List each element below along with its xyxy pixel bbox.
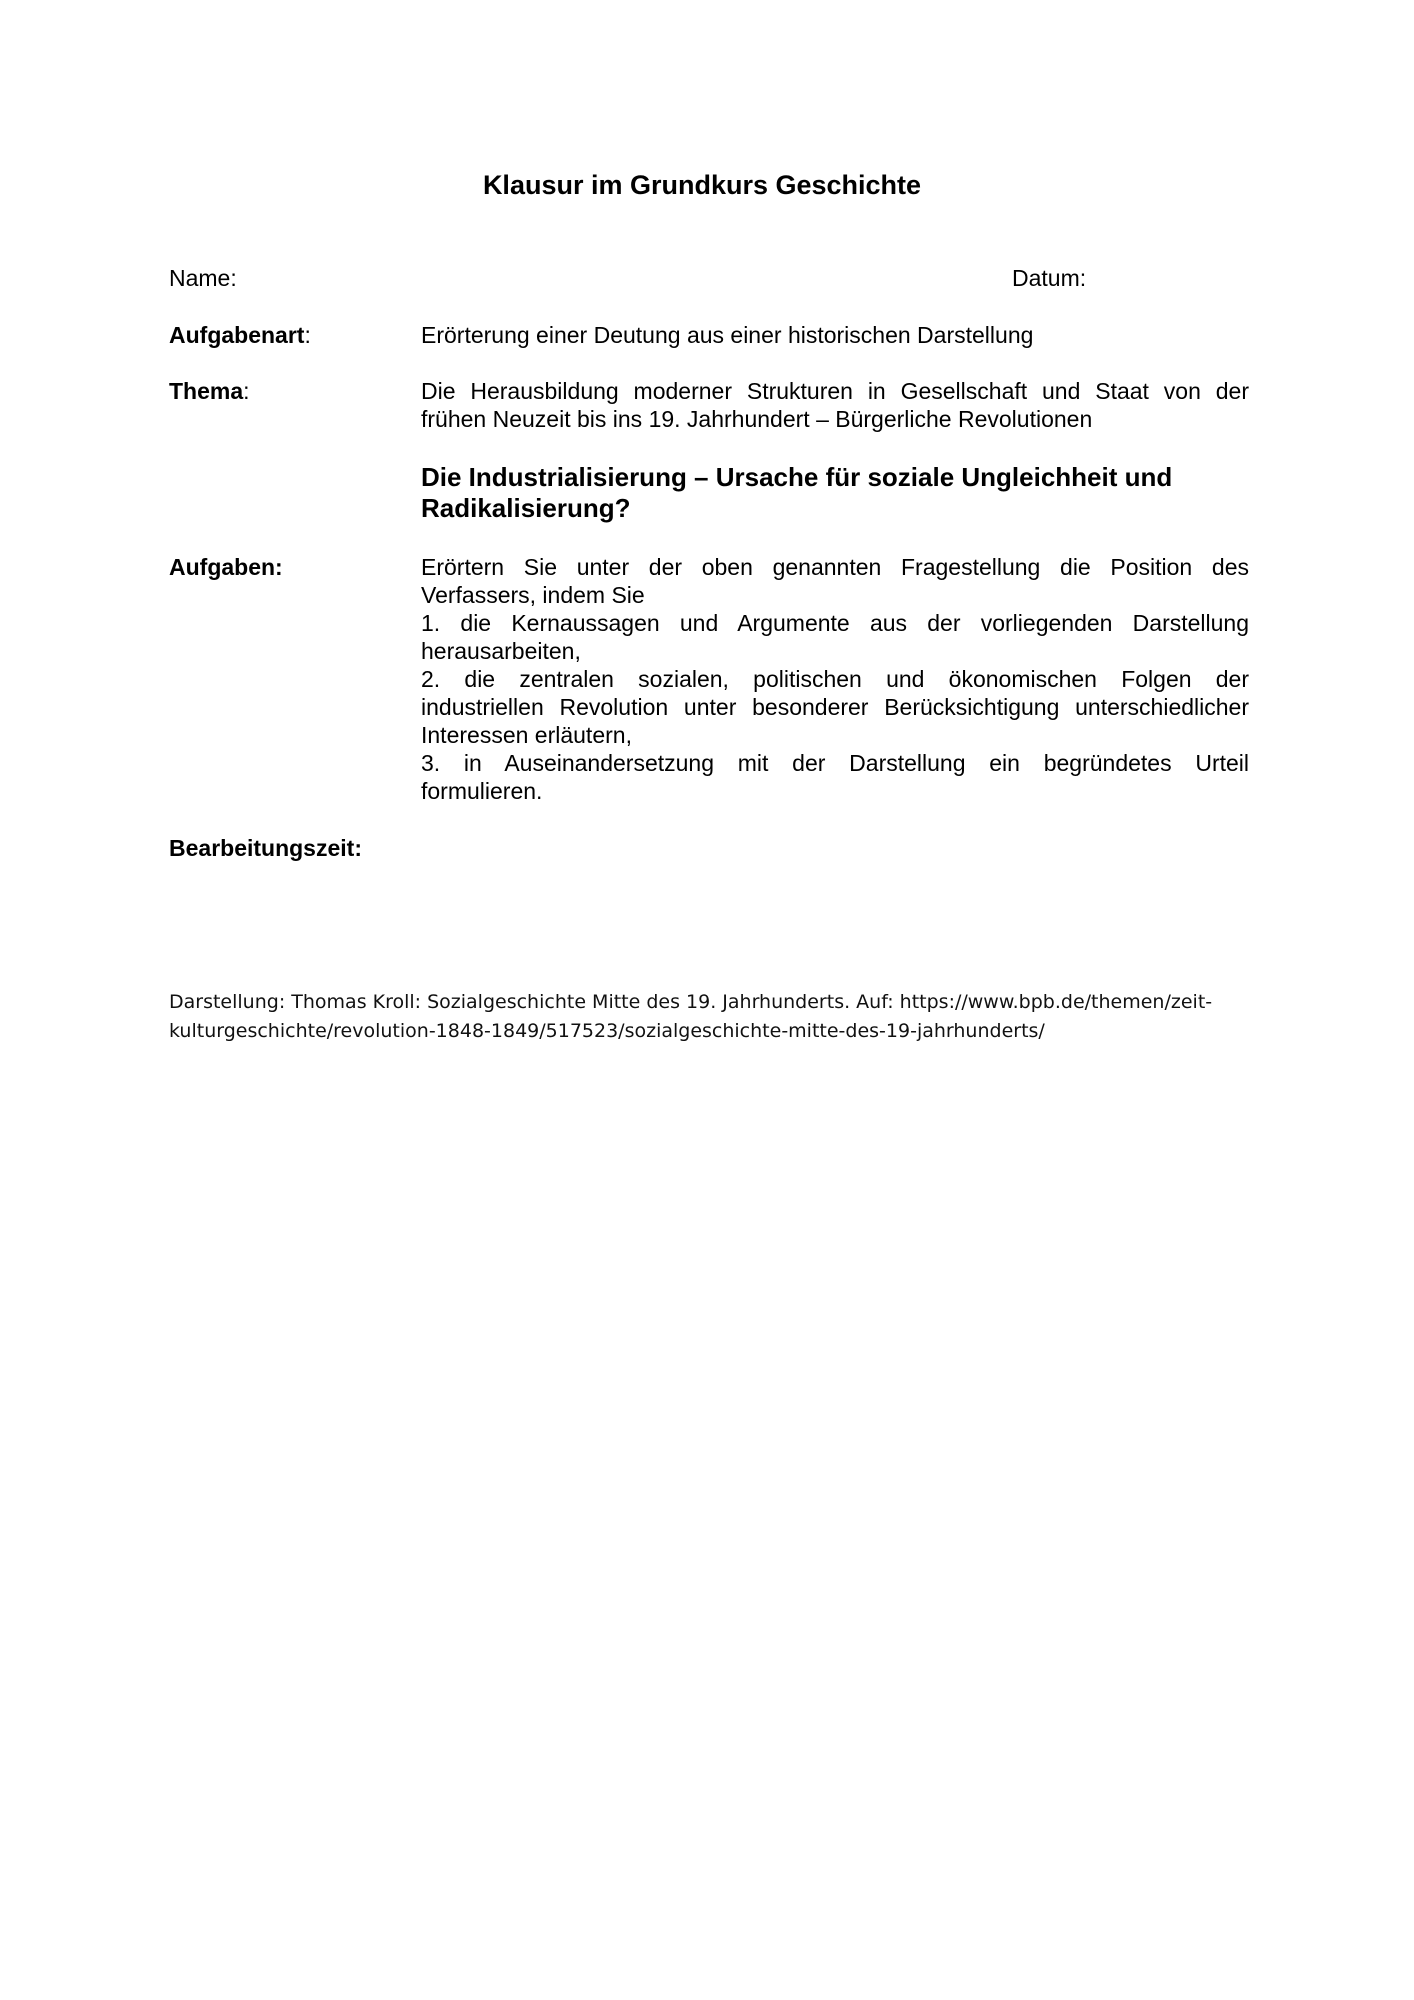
aufgaben-line: 1. die Kernaussagen und Argumente aus der vorliegenden Darstellung: [421, 610, 1249, 636]
name-label: Name:: [169, 265, 237, 291]
aufgaben-line: 3. in Auseinandersetzung mit der Darstellung ein begründetes Urteil: [421, 750, 1249, 776]
aufgaben-line: 2. die zentralen sozialen, politischen und ökonomischen Folgen der: [421, 666, 1249, 692]
aufgabenart-label: Aufgabenart: [169, 322, 305, 348]
datum-label: Datum:: [1012, 265, 1087, 291]
aufgaben-text: [421, 553, 1249, 805]
source-line: Darstellung: Thomas Kroll: Sozialgeschichte Mitte des 19. Jahrhunderts. Auf: https://www.bpb.de/themen/zeit-: [169, 991, 1213, 1013]
aufgabenart-label-row: [169, 321, 311, 349]
thema-highlight: [421, 462, 1249, 524]
thema-text: [421, 377, 1249, 433]
aufgaben-line: Erörtern Sie unter der oben genannten Fragestellung die Position des: [421, 554, 1249, 580]
aufgaben-line: industriellen Revolution unter besonderer Berücksichtigung unterschiedlicher: [421, 694, 1249, 720]
aufgaben-line: herausarbeiten,: [421, 638, 581, 664]
thema-label-row: [169, 377, 250, 405]
aufgabenart-value: Erörterung einer Deutung aus einer historischen Darstellung: [421, 322, 1034, 348]
aufgaben-line: Interessen erläutern,: [421, 722, 632, 748]
thema-highlight-line: Die Industrialisierung – Ursache für soziale Ungleichheit und: [421, 462, 1173, 492]
bearbeitungszeit-label: Bearbeitungszeit:: [169, 835, 362, 861]
thema-highlight-line: Radikalisierung?: [421, 493, 631, 523]
aufgabenart-colon: :: [304, 322, 311, 348]
source-line: kulturgeschichte/revolution-1848-1849/517523/sozialgeschichte-mitte-des-19-jahrhunderts/: [169, 1020, 1045, 1042]
source-citation: [169, 988, 1269, 1046]
page-title: Klausur im Grundkurs Geschichte: [482, 170, 922, 200]
aufgaben-line: Verfassers, indem Sie: [421, 582, 645, 608]
aufgaben-label-row: [169, 553, 283, 581]
aufgaben-label: Aufgaben:: [169, 554, 283, 580]
aufgaben-line: formulieren.: [421, 778, 543, 804]
thema-line: frühen Neuzeit bis ins 19. Jahrhundert – Bürgerliche Revolutionen: [421, 406, 1093, 432]
thema-line: Die Herausbildung moderner Strukturen in Gesellschaft und Staat von der: [421, 378, 1249, 404]
thema-colon: :: [243, 378, 250, 404]
thema-label: Thema: [169, 378, 244, 404]
bearbeitungszeit-label-row: [169, 834, 362, 862]
